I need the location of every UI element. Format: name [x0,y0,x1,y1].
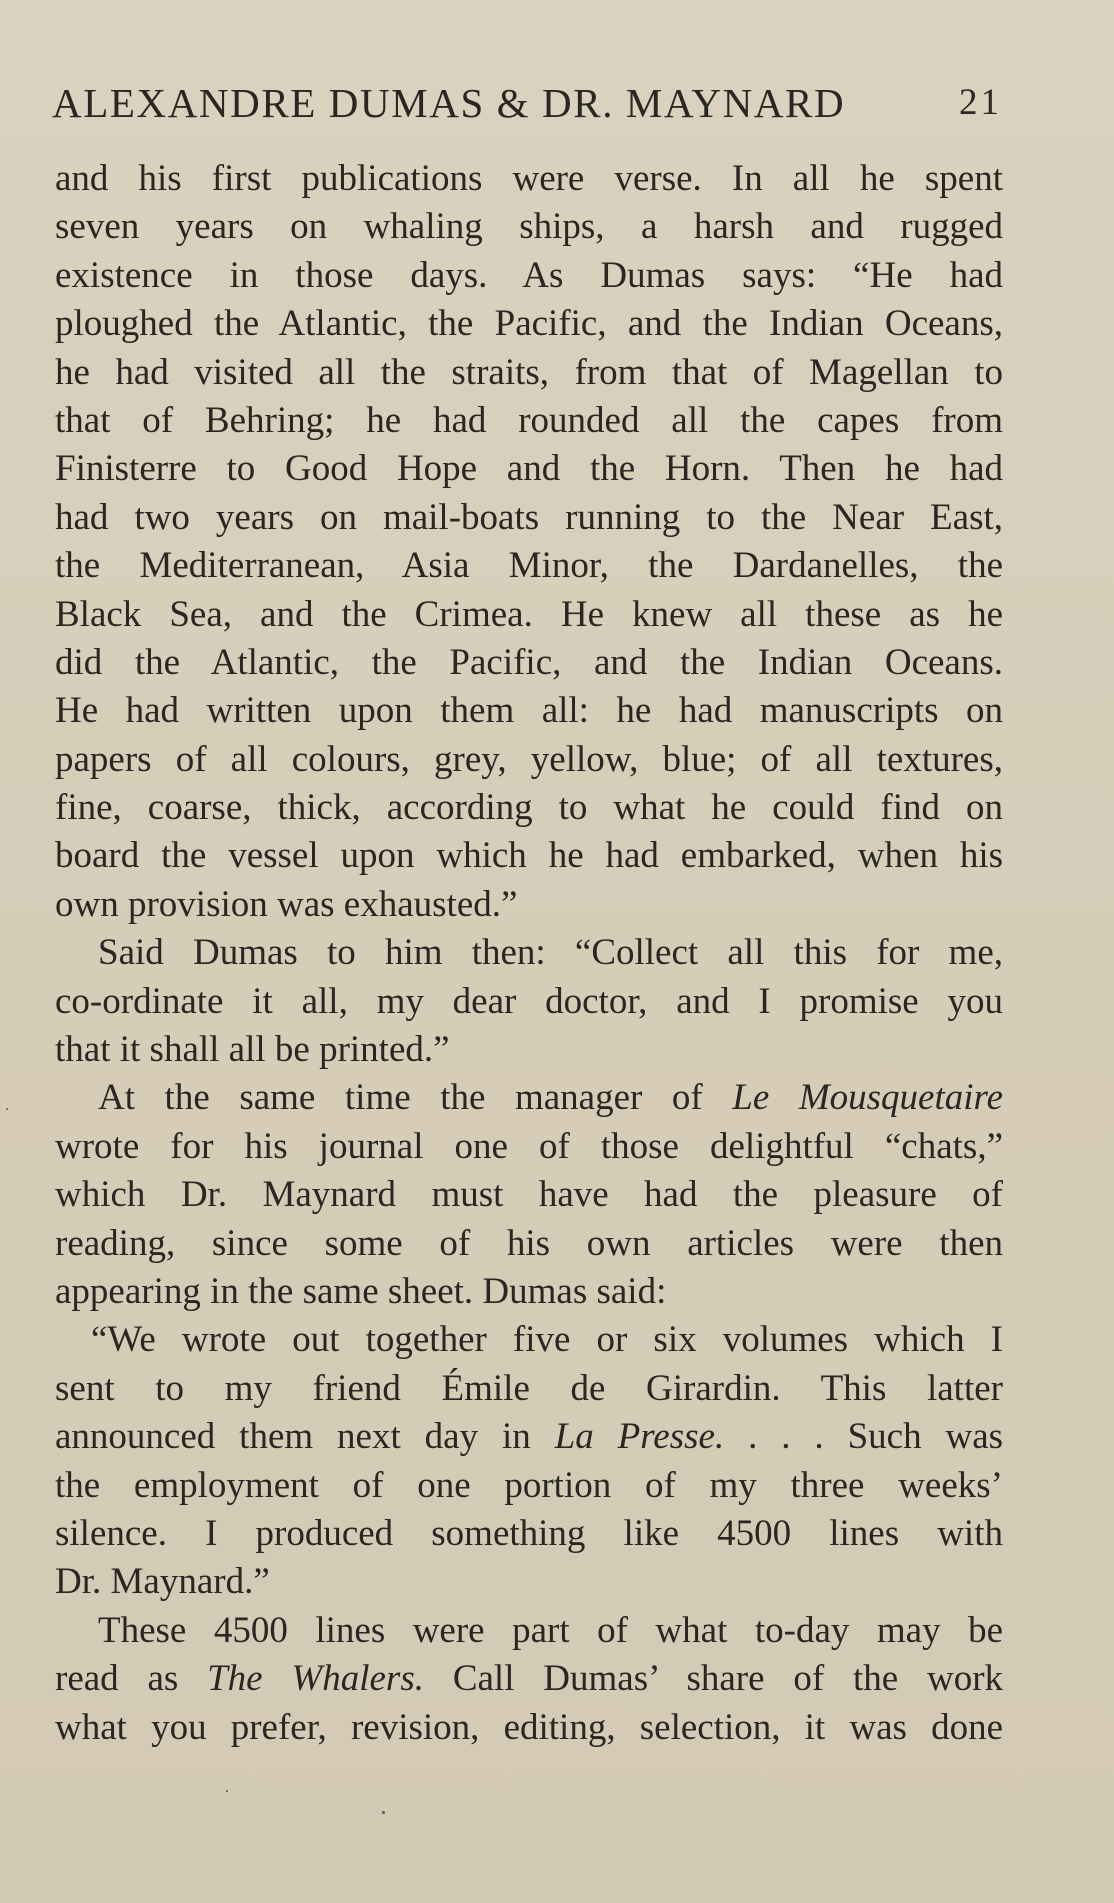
text-line: “We wrote out together five or six volumes which I [91,1319,1003,1361]
text-line: existence in those days. As Dumas says: “He had [55,254,1003,296]
text-line: fine, coarse, thick, according to what he could find on [55,787,1003,829]
running-title: ALEXANDRE DUMAS & DR. MAYNARD [52,80,846,126]
text-segment: At the same time the manager of [98,1077,703,1119]
text-line: that it shall all be printed.” [55,1029,450,1071]
text-line: Said Dumas to him then: “Collect all this for me, [98,932,1003,974]
text-line: appearing in the same sheet. Dumas said: [55,1270,667,1312]
text-line: the employment of one portion of my three weeks’ [55,1464,1003,1506]
text-line: board the vessel upon which he had embarked, when his [55,835,1003,877]
text-line: seven years on whaling ships, a harsh and rugged [55,206,1003,248]
text-line [55,1655,1003,1703]
journal-title: La Presse. [554,1416,725,1458]
text-segment: read as [55,1658,179,1700]
text-line: silence. I produced something like 4500 lines with [55,1512,1003,1554]
paper-speck [6,1108,8,1110]
text-line: he had visited all the straits, from that of Magellan to [55,351,1003,393]
text-line: These 4500 lines were part of what to-day may be [98,1609,1003,1651]
text-line: Finisterre to Good Hope and the Horn. Then he had [55,448,1003,490]
text-line: reading, since some of his own articles were then [55,1222,1003,1264]
text-line: the Mediterranean, Asia Minor, the Dardanelles, the [55,545,1003,587]
text-line: own provision was exhausted.” [55,883,518,925]
text-line: co-ordinate it all, my dear doctor, and I promise you [55,980,1003,1022]
book-title: The Whalers. [207,1658,424,1700]
body-text [55,155,1003,1752]
journal-title: Le Mousquetaire [732,1077,1003,1119]
text-line: papers of all colours, grey, yellow, blue; of all textures, [55,738,1003,780]
paper-speck [226,1790,228,1792]
text-line: ploughed the Atlantic, the Pacific, and the Indian Oceans, [55,303,1003,345]
text-segment: Call Dumas’ share of the work [452,1658,1004,1700]
text-line: what you prefer, revision, editing, selection, it was done [55,1706,1003,1748]
text-segment: announced them next day in [55,1416,531,1458]
text-line: and his first publications were verse. In all he spent [55,158,1003,199]
running-head [52,78,1002,128]
text-line: did the Atlantic, the Pacific, and the Indian Oceans. [55,641,1003,683]
text-line: sent to my friend Émile de Girardin. This latter [55,1367,1003,1409]
text-line: that of Behring; he had rounded all the capes from [55,399,1003,441]
text-line: had two years on mail-boats running to the Near East, [55,496,1003,538]
text-line: Dr. Maynard.” [55,1561,270,1603]
text-line: wrote for his journal one of those delightful “chats,” [55,1125,1003,1167]
text-line [55,1074,1003,1122]
text-line: He had written upon them all: he had manuscripts on [55,690,1003,732]
text-line: Black Sea, and the Crimea. He knew all these as he [55,593,1003,635]
text-line: which Dr. Maynard must have had the pleasure of [55,1174,1003,1216]
text-segment: . . . Such was [748,1416,1004,1458]
paper-speck [382,1811,385,1814]
page-number: 21 [959,82,1002,123]
text-line [55,1413,1003,1461]
